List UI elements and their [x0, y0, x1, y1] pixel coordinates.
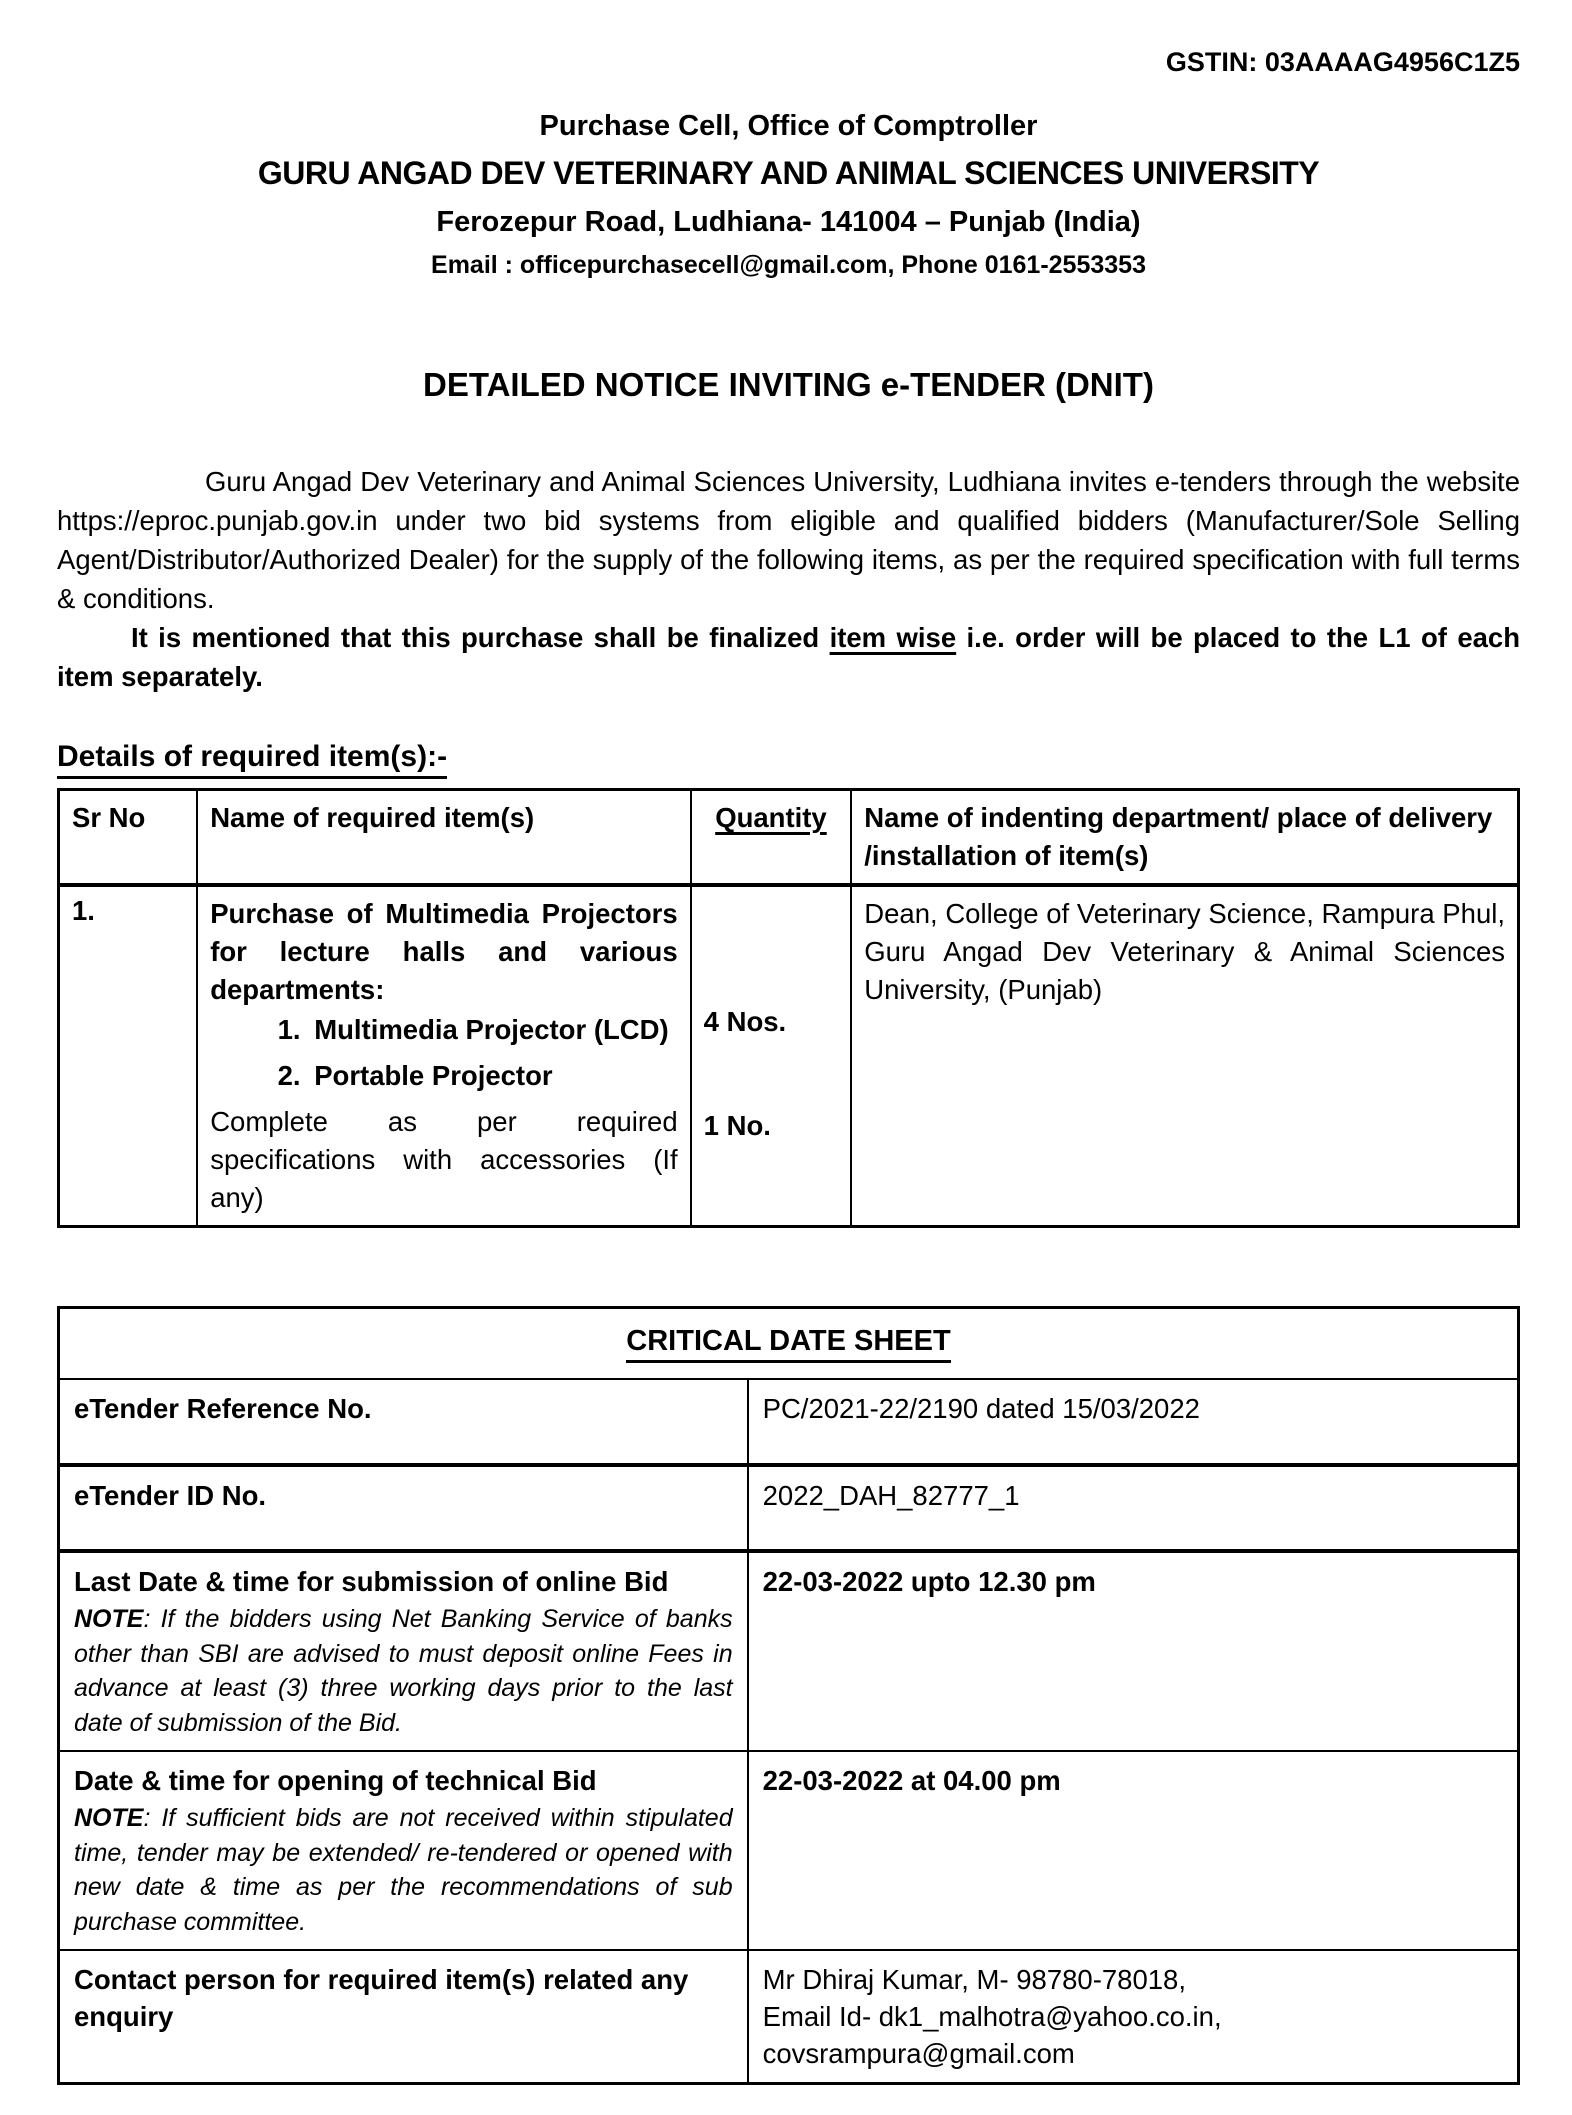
items-table-row: [59, 885, 1519, 1227]
required-items-table: [57, 788, 1520, 1228]
item-wise-underlined: item wise: [829, 622, 957, 653]
critical-title-row: [59, 1308, 1519, 1380]
critical-date-sheet-title: CRITICAL DATE SHEET: [59, 1308, 1519, 1380]
intro-paragraph: Guru Angad Dev Veterinary and Animal Sciences University, Ludhiana invites e-tenders through the website https://eproc.punjab.gov.in under two bid systems from eligible and qualified bidders (Manufacturer/Sole Selling Agent/Distributor/Authorized Dealer) for the supply of the following items, as per the required specification with full terms & conditions.: [57, 466, 1520, 614]
item-sr-no: 1.: [59, 885, 198, 1227]
items-table-header-row: [59, 790, 1519, 886]
last-date-submission-value: 22-03-2022 upto 12.30 pm: [748, 1551, 1519, 1751]
quantity-value: 4 Nos.: [703, 1006, 787, 1037]
column-header-department: Name of indenting department/ place of delivery /installation of item(s): [851, 790, 1518, 886]
last-date-submission-cell: [59, 1551, 748, 1751]
item-quantity-cell: [691, 885, 852, 1227]
header-address: Ferozepur Road, Ludhiana- 141004 – Punjab (India): [436, 206, 1141, 238]
item-wise-paragraph: [57, 618, 1520, 696]
item-name-outro: Complete as per required specifications with accessories (If any): [210, 1106, 678, 1213]
document-title: DETAILED NOTICE INVITING e-TENDER (DNIT): [423, 366, 1154, 403]
item-name-cell: [197, 885, 690, 1227]
contact-person-label: Contact person for required item(s) related any enquiry: [59, 1950, 748, 2084]
list-item: 1. Multimedia Projector (LCD): [308, 1011, 677, 1049]
contact-line: covsrampura@gmail.com: [762, 2038, 1075, 2069]
item-name-intro: Purchase of Multimedia Projectors for lecture halls and various departments:: [210, 898, 678, 1005]
header-email-phone: Email : officepurchasecell@gmail.com, Phone 0161-2553353: [431, 251, 1146, 279]
gstin-number: GSTIN: 03AAAAG4956C1Z5: [1165, 47, 1520, 77]
etender-reference-label: eTender Reference No.: [59, 1379, 748, 1465]
quantity-value: 1 No.: [703, 1110, 771, 1141]
critical-date-sheet-table: [57, 1306, 1520, 2085]
etender-id-row: [59, 1465, 1519, 1551]
header-university-name: GURU ANGAD DEV VETERINARY AND ANIMAL SCIENCES UNIVERSITY: [257, 155, 1320, 191]
item-department-cell: Dean, College of Veterinary Science, Rampura Phul, Guru Angad Dev Veterinary & Animal Sciences University, (Punjab): [851, 885, 1518, 1227]
item-sub-list: [210, 1011, 677, 1095]
etender-reference-value: PC/2021-22/2190 dated 15/03/2022: [748, 1379, 1519, 1465]
technical-bid-opening-row: [59, 1751, 1519, 1950]
last-date-submission-label: Last Date & time for submission of online Bid: [74, 1566, 669, 1597]
etender-reference-row: [59, 1379, 1519, 1465]
contact-person-row: [59, 1950, 1519, 2084]
list-item: 2. Portable Projector: [308, 1057, 677, 1095]
technical-bid-opening-label: Date & time for opening of technical Bid: [74, 1765, 597, 1796]
technical-bid-opening-cell: [59, 1751, 748, 1950]
etender-id-label: eTender ID No.: [59, 1465, 748, 1551]
technical-bid-note: NOTE: If sufficient bids are not received within stipulated time, tender may be extended/ re-tendered or opened with new date & time as per the recommendations of sub purchase committee.: [74, 1804, 733, 1936]
items-section-heading: Details of required item(s):-: [57, 740, 1520, 774]
column-header-item-name: Name of required item(s): [197, 790, 690, 886]
contact-person-value: [748, 1950, 1519, 2084]
last-date-note: NOTE: If the bidders using Net Banking Service of banks other than SBI are advised to must deposit online Fees in advance at least (3) three working days prior to the last date of submission of the Bid.: [74, 1605, 733, 1737]
etender-id-value: 2022_DAH_82777_1: [748, 1465, 1519, 1551]
contact-line: Email Id- dk1_malhotra@yahoo.co.in,: [762, 2001, 1222, 2032]
technical-bid-opening-value: 22-03-2022 at 04.00 pm: [748, 1751, 1519, 1950]
contact-line: Mr Dhiraj Kumar, M- 98780-78018,: [762, 1964, 1186, 1995]
header-office: Purchase Cell, Office of Comptroller: [539, 110, 1038, 142]
column-header-sr-no: Sr No: [59, 790, 198, 886]
item-wise-text-after: i.e. order will be placed to the L1 of each item separately.: [57, 622, 1520, 692]
item-wise-text-before: It is mentioned that this purchase shall be finalized: [131, 622, 830, 653]
last-date-submission-row: [59, 1551, 1519, 1751]
column-header-quantity: Quantity: [691, 790, 852, 886]
